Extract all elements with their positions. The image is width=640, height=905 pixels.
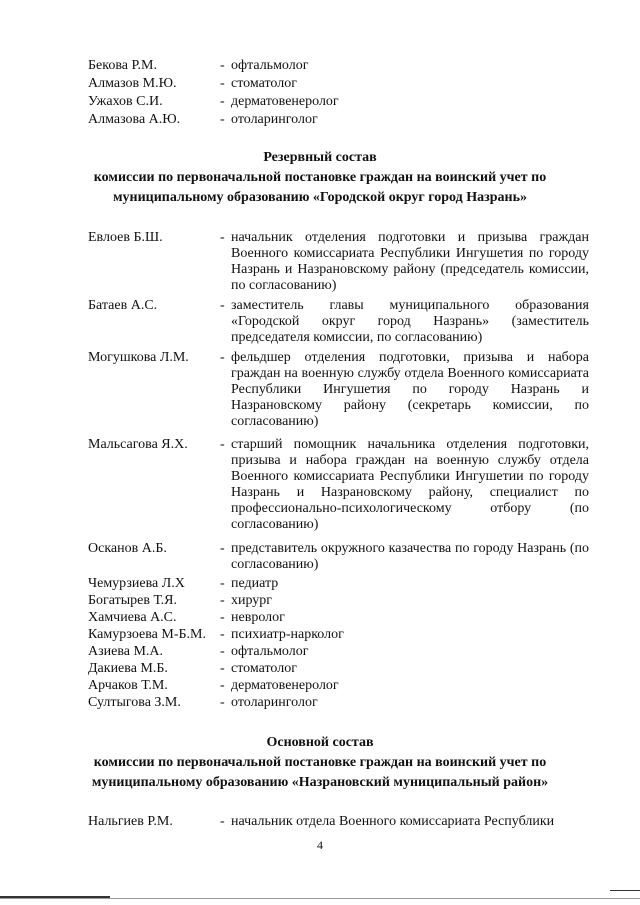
member-role: педиатр xyxy=(231,576,279,591)
member-role: офтальмолог xyxy=(231,644,309,659)
section-title: Основной состав xyxy=(266,735,374,750)
member-name: Арчаков Т.М. xyxy=(88,678,168,693)
section-subtitle-line1: комиссии по первоначальной постановке граждан на воинский учет по xyxy=(93,755,547,770)
member-role: представитель окружного казачества по городу Назрань (по согласованию) xyxy=(231,541,589,572)
member-role: фельдшер отделения подготовки, призыва и набора граждан на военную службу отдела Военного комиссариата Республики Ингушетия по городу Назрань и Назрановскому району (секретарь комиссии, по согласованию) xyxy=(231,350,589,429)
dash: - xyxy=(220,695,225,710)
member-role: заместитель главы муниципального образования «Городской округ город Назрань» (заместитель председателя комиссии, по согласованию) xyxy=(231,298,589,345)
member-role: хирург xyxy=(231,593,273,608)
dash: - xyxy=(220,593,225,608)
dash: - xyxy=(220,437,225,452)
member-role: начальник отдела Военного комиссариата Республики xyxy=(231,814,555,829)
member-name: Алмазов М.Ю. xyxy=(88,76,177,91)
dash: - xyxy=(220,541,225,556)
member-role: дерматовенеролог xyxy=(231,94,339,109)
dash: - xyxy=(220,298,225,313)
section-subtitle-line1: комиссии по первоначальной постановке граждан на воинский учет по xyxy=(93,170,547,185)
page-number: 4 xyxy=(317,838,323,852)
scan-artifact-line xyxy=(610,890,640,891)
dash: - xyxy=(220,350,225,365)
member-name: Султыгова З.М. xyxy=(88,695,181,710)
dash: - xyxy=(220,814,225,829)
member-name: Осканов А.Б. xyxy=(88,541,167,556)
member-name: Богатырев Т.Я. xyxy=(88,593,177,608)
member-name: Нальгиев Р.М. xyxy=(88,814,173,829)
member-role: невролог xyxy=(231,610,285,625)
member-name: Мальсагова Я.Х. xyxy=(88,437,188,452)
member-name: Батаев А.С. xyxy=(88,298,158,313)
scan-artifact-line xyxy=(0,898,640,899)
member-name: Бекова Р.М. xyxy=(88,58,157,73)
member-role: дерматовенеролог xyxy=(231,678,339,693)
dash: - xyxy=(220,58,225,73)
section-title: Резервный состав xyxy=(263,150,377,165)
member-role: отоларинголог xyxy=(231,695,318,710)
dash: - xyxy=(220,576,225,591)
dash: - xyxy=(220,76,225,91)
member-role: офтальмолог xyxy=(231,58,309,73)
member-name: Дакиева М.Б. xyxy=(88,661,168,676)
member-role: стоматолог xyxy=(231,76,297,91)
dash: - xyxy=(220,678,225,693)
dash: - xyxy=(220,644,225,659)
dash: - xyxy=(220,230,225,245)
member-name: Ужахов С.И. xyxy=(88,94,163,109)
member-name: Могушкова Л.М. xyxy=(88,350,189,365)
member-name: Хамчиева А.С. xyxy=(88,610,177,625)
dash: - xyxy=(220,112,225,127)
member-name: Алмазова А.Ю. xyxy=(88,112,181,127)
dash: - xyxy=(220,627,225,642)
member-name: Азиева М.А. xyxy=(88,644,164,659)
member-name: Евлоев Б.Ш. xyxy=(88,230,163,245)
member-role: отоларинголог xyxy=(231,112,318,127)
dash: - xyxy=(220,661,225,676)
member-role: старший помощник начальника отделения подготовки, призыва и набора граждан на военную службу отдела Военного комиссариата Республики Ингушетии по городу Назрань и Назрановскому району, специалист по профессионально-психологическому отбору (по согласованию) xyxy=(231,437,589,532)
member-role: начальник отделения подготовки и призыва граждан Военного комиссариата Республики Ингушетия по городу Назрань и Назрановскому району (председатель комиссии, по согласованию) xyxy=(231,230,589,293)
dash: - xyxy=(220,610,225,625)
dash: - xyxy=(220,94,225,109)
member-role: стоматолог xyxy=(231,661,297,676)
section-subtitle-line2: муниципальному образованию «Городской округ город Назрань» xyxy=(112,190,528,205)
member-role: психиатр-нарколог xyxy=(231,627,344,642)
member-name: Камурзоева М-Б.М. xyxy=(88,627,206,642)
section-subtitle-line2: муниципальному образованию «Назрановский муниципальный район» xyxy=(91,775,549,790)
member-name: Чемурзиева Л.Х xyxy=(88,576,185,591)
